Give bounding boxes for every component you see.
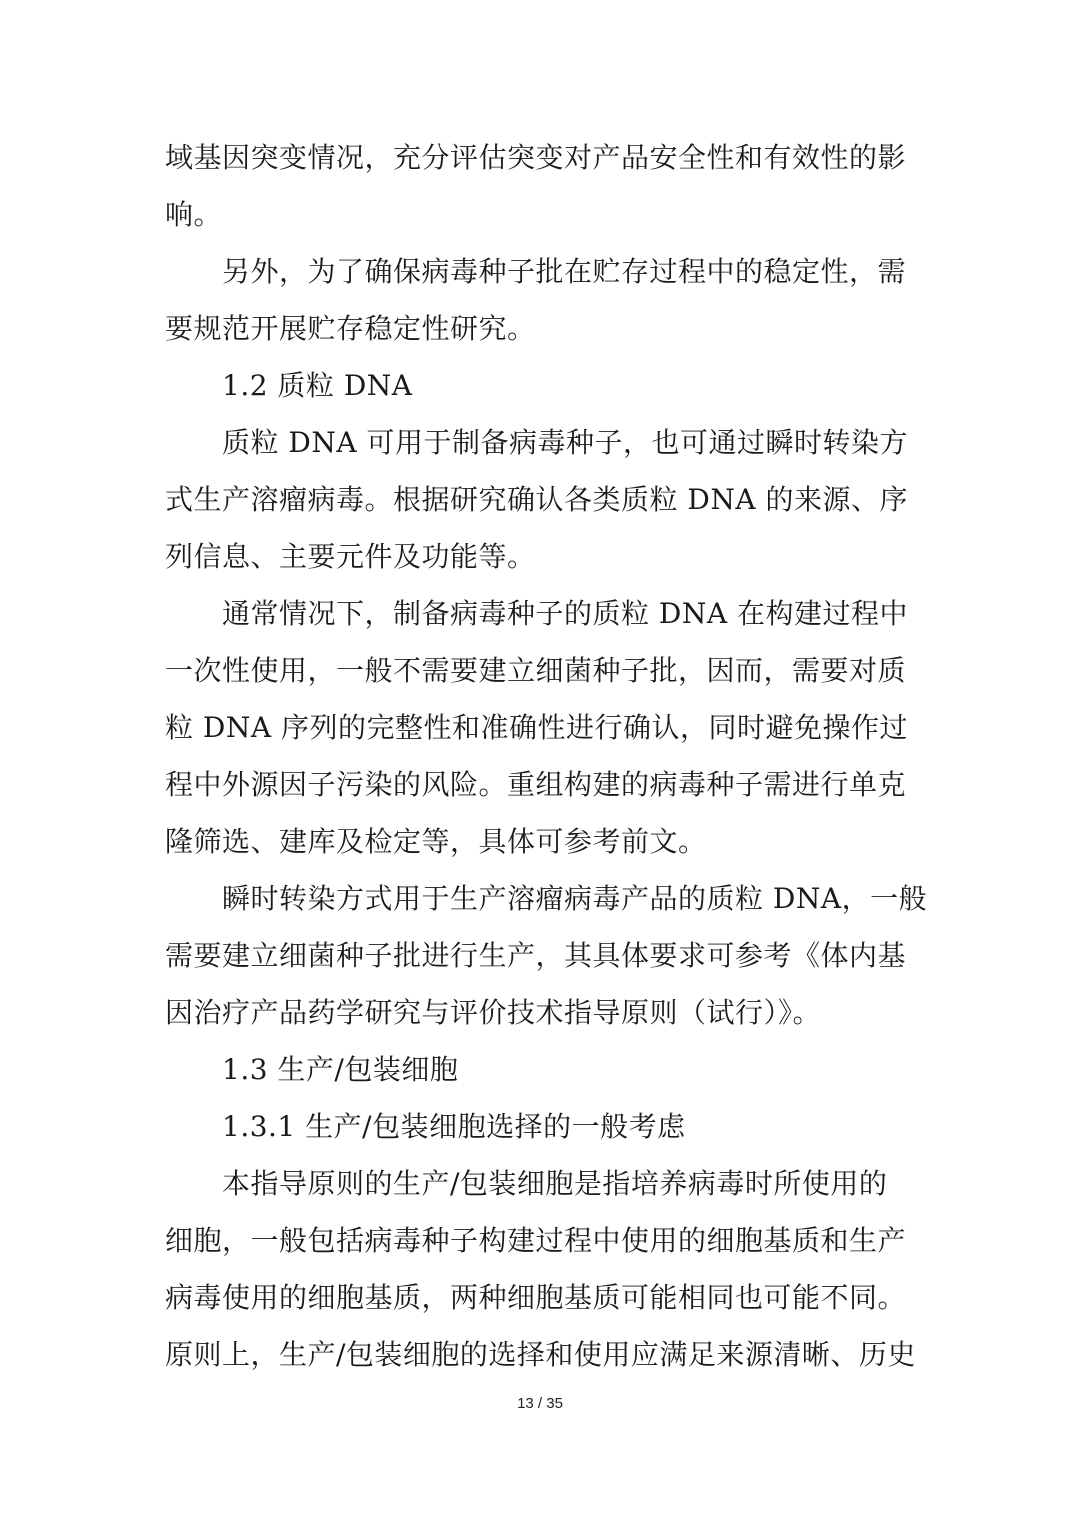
text-line: 质粒 DNA 可用于制备病毒种子，也可通过瞬时转染方	[222, 426, 908, 459]
text-line: 病毒使用的细胞基质，两种细胞基质可能相同也可能不同。	[165, 1281, 907, 1314]
text-line: 瞬时转染方式用于生产溶瘤病毒产品的质粒 DNA，一般	[222, 882, 928, 915]
text-line: 隆筛选、建库及检定等，具体可参考前文。	[165, 825, 707, 858]
text-line: 响。	[165, 198, 223, 231]
page-number: 13 / 35	[517, 1395, 563, 1412]
section-heading: 1.2 质粒 DNA	[222, 369, 413, 402]
text-line: 因治疗产品药学研究与评价技术指导原则（试行）》。	[165, 996, 822, 1029]
text-line: 本指导原则的生产/包装细胞是指培养病毒时所使用的	[222, 1167, 888, 1200]
text-line: 原则上，生产/包装细胞的选择和使用应满足来源清晰、历史	[165, 1338, 916, 1371]
text-line: 另外，为了确保病毒种子批在贮存过程中的稳定性，需	[222, 255, 907, 288]
text-line: 要规范开展贮存稳定性研究。	[165, 312, 536, 345]
section-heading: 1.3 生产/包装细胞	[222, 1053, 459, 1086]
text-line: 列信息、主要元件及功能等。	[165, 540, 536, 573]
text-line: 程中外源因子污染的风险。重组构建的病毒种子需进行单克	[165, 768, 907, 801]
text-line: 粒 DNA 序列的完整性和准确性进行确认，同时避免操作过	[165, 711, 908, 744]
text-line: 通常情况下，制备病毒种子的质粒 DNA 在构建过程中	[222, 597, 908, 630]
text-line: 一次性使用，一般不需要建立细菌种子批，因而，需要对质	[165, 654, 907, 687]
text-line: 细胞，一般包括病毒种子构建过程中使用的细胞基质和生产	[165, 1224, 907, 1257]
text-line: 需要建立细菌种子批进行生产，其具体要求可参考《体内基	[165, 939, 907, 972]
text-line: 域基因突变情况，充分评估突变对产品安全性和有效性的影	[165, 141, 907, 174]
subsection-heading: 1.3.1 生产/包装细胞选择的一般考虑	[222, 1110, 686, 1143]
text-line: 式生产溶瘤病毒。根据研究确认各类质粒 DNA 的来源、序	[165, 483, 908, 516]
